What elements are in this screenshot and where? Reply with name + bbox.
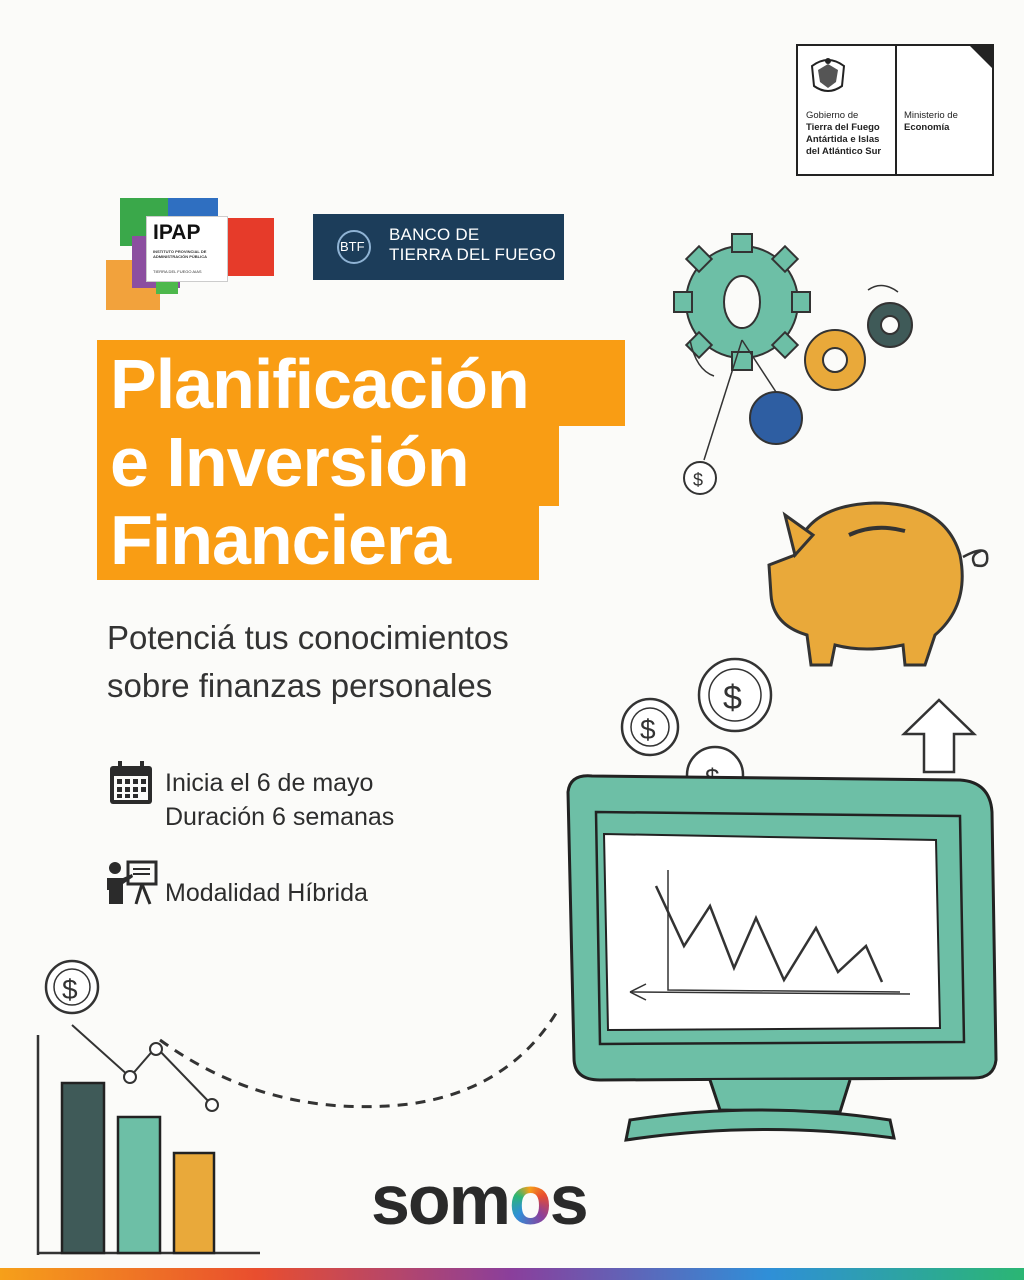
ipap-logo (106, 196, 276, 310)
piggy-bank-icon (765, 495, 1005, 675)
somos-color-o (509, 1160, 550, 1240)
duration: Duración 6 semanas (165, 803, 395, 831)
btf-name-line-2: TIERRA DEL FUEGO (389, 245, 556, 264)
subtitle (107, 614, 627, 710)
btf-name-line-1: BANCO DE (389, 225, 480, 244)
svg-text:$: $ (693, 470, 704, 490)
government-header-card (796, 44, 994, 176)
monitor-chart-icon (560, 760, 1000, 1160)
gear-icon-gold (805, 330, 865, 390)
blue-ball (750, 392, 802, 444)
gears-illustration (670, 230, 930, 500)
gov-line-1: Gobierno de (806, 110, 859, 121)
teacher-board-icon (106, 860, 158, 906)
coat-of-arms-icon (806, 52, 850, 96)
somos-text-suffix: s (549, 1161, 587, 1239)
somos-logo (371, 1160, 661, 1239)
btf-initials: BTF (340, 239, 365, 254)
subtitle-line-1: Potenciá tus conocimientos (107, 619, 509, 656)
card-corner-fold (968, 44, 994, 70)
ministry-line-2: Economía (904, 122, 950, 133)
ipap-title: IPAP (153, 221, 201, 244)
gov-line-3: Antártida e Islas (806, 134, 880, 145)
page-title-line-1: Planificación (110, 345, 529, 423)
svg-text:$: $ (62, 974, 78, 1005)
ipap-text-box (146, 216, 228, 282)
ipap-subtitle: INSTITUTO PROVINCIAL DE ADMINISTRACIÓN PÚBLICA (153, 249, 207, 259)
page-title-line-2: e Inversión (110, 423, 469, 501)
gear-icon-large (674, 234, 810, 370)
svg-text:$: $ (640, 714, 656, 745)
ministry-line-1: Ministerio de (904, 110, 958, 121)
start-date: Inicia el 6 de mayo (165, 769, 374, 797)
modality: Modalidad Híbrida (165, 879, 368, 907)
somos-text-prefix: som (371, 1161, 509, 1239)
page-title-line-3: Financiera (110, 501, 451, 579)
government-name (806, 110, 896, 158)
btf-bank-logo (313, 214, 564, 280)
dollar-coin-icon (699, 659, 771, 731)
rainbow-bottom-strip (0, 1268, 1024, 1280)
svg-text:$: $ (723, 679, 742, 717)
schedule-info (165, 766, 394, 834)
dollar-coin-icon (622, 699, 678, 755)
ipap-footer: TIERRA DEL FUEGO AIAS (153, 269, 202, 274)
calendar-icon (108, 760, 154, 806)
gov-line-4: del Atlántico Sur (806, 146, 882, 157)
dollar-coin-icon (46, 961, 98, 1013)
subtitle-line-2: sobre finanzas personales (107, 667, 493, 704)
ministry-name (904, 110, 990, 134)
bar-chart-icon (30, 955, 270, 1275)
somos-o-letter: o (508, 1161, 550, 1239)
gov-line-2: Tierra del Fuego (806, 122, 880, 133)
gear-icon-dark (868, 303, 912, 347)
